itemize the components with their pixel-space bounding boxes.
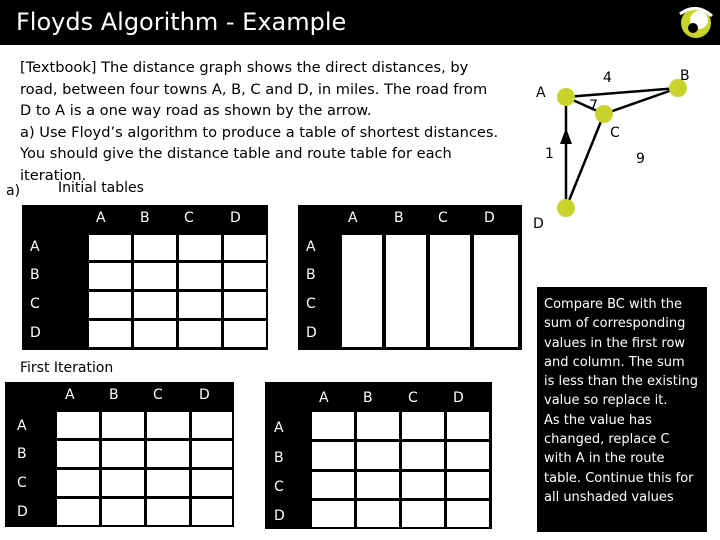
initial-route-table: [298, 205, 522, 350]
table-cell: [102, 412, 144, 438]
first-iteration-distance-table: [5, 382, 234, 527]
edge-label-bc: 9: [636, 151, 645, 167]
distance-graph: [520, 50, 720, 240]
table-cell: [357, 412, 399, 439]
table-cell: [179, 263, 221, 289]
column-header-c: C: [438, 210, 448, 226]
column-header-b: B: [363, 390, 373, 406]
node-label-d: D: [533, 216, 544, 232]
table-cell: [89, 235, 131, 260]
column-header-a: A: [65, 387, 75, 403]
row-label-d: D: [306, 325, 317, 341]
edge-label-ac: 7: [589, 98, 598, 114]
table-cell: [357, 442, 399, 469]
intro-line: iteration.: [20, 166, 87, 184]
slide-title: Floyds Algorithm - Example: [16, 8, 347, 36]
column-header-b: B: [140, 210, 150, 226]
column-header-a: A: [319, 390, 329, 406]
row-label-c: C: [17, 475, 27, 491]
title-bar: [0, 0, 720, 45]
node-d: [557, 199, 575, 217]
table-cell: [224, 263, 266, 289]
table-cell: [102, 499, 144, 525]
table-cell: [57, 441, 99, 467]
intro-line: road, between four towns A, B, C and D, in miles. The road from: [20, 80, 488, 98]
table-cell: [447, 442, 489, 469]
explanation-line: value so replace it.: [544, 393, 668, 409]
table-cell: [224, 292, 266, 318]
one-way-arrow-icon: [560, 128, 572, 144]
explanation-line: Compare BC with the: [544, 297, 683, 312]
explanation-line: is less than the existing: [544, 374, 698, 390]
part-label: a): [6, 183, 21, 199]
table-cell: [134, 321, 176, 347]
table-cell: [224, 235, 266, 260]
table-cell: [179, 321, 221, 347]
column-header-a: A: [96, 210, 106, 226]
column-header-d: D: [230, 210, 241, 226]
explanation-line: with A in the route: [544, 451, 665, 467]
route-column: [386, 235, 426, 347]
edge-label-ab: 4: [603, 70, 612, 86]
row-label-d: D: [30, 325, 41, 341]
table-cell: [312, 501, 354, 527]
row-label-c: C: [274, 479, 284, 495]
edge-ab: [566, 88, 678, 97]
node-label-b: B: [680, 68, 690, 84]
row-label-b: B: [274, 450, 284, 466]
explanation-line: and column. The sum: [544, 354, 685, 370]
table-cell: [147, 441, 189, 467]
problem-statement: [20, 57, 520, 187]
logo-icon: [676, 4, 716, 42]
table-cell: [134, 263, 176, 289]
table-cell: [147, 412, 189, 438]
table-cell: [402, 501, 444, 527]
row-label-b: B: [30, 267, 40, 283]
table-cell: [89, 263, 131, 289]
row-label-d: D: [17, 504, 28, 520]
explanation-line: all unshaded values: [544, 489, 674, 505]
table-cell: [89, 292, 131, 318]
intro-line: a) Use Floyd’s algorithm to produce a table of shortest distances.: [20, 123, 499, 141]
explanation-line: values in the first row: [544, 335, 686, 351]
initial-distance-table: [22, 205, 268, 350]
table-cell: [57, 470, 99, 496]
explanation-line: sum of corresponding: [544, 316, 686, 332]
edge-cd: [566, 114, 604, 208]
column-header-d: D: [453, 390, 464, 406]
row-label-a: A: [17, 418, 27, 434]
node-label-c: C: [610, 125, 620, 141]
node-a: [557, 88, 575, 106]
table-cell: [357, 501, 399, 527]
row-label-a: A: [274, 420, 284, 436]
table-cell: [312, 442, 354, 469]
table-cell: [402, 472, 444, 498]
column-header-c: C: [408, 390, 418, 406]
row-label-a: A: [30, 239, 40, 255]
table-cell: [402, 412, 444, 439]
table-cell: [57, 499, 99, 525]
table-cell: [447, 412, 489, 439]
row-label-b: B: [306, 267, 316, 283]
first-iteration-label: First Iteration: [20, 360, 114, 376]
table-cell: [179, 292, 221, 318]
intro-line: D to A is a one way road as shown by the arrow.: [20, 102, 372, 120]
table-cell: [224, 321, 266, 347]
intro-line: You should give the distance table and route table for each: [20, 145, 452, 163]
table-cell: [179, 235, 221, 260]
node-label-a: A: [536, 85, 546, 101]
initial-tables-label: Initial tables: [58, 180, 144, 196]
column-header-b: B: [394, 210, 404, 226]
route-column: [430, 235, 470, 347]
explanation-line: table. Continue this for: [544, 470, 694, 486]
intro-line: [Textbook] The distance graph shows the direct distances, by: [20, 59, 469, 76]
table-cell: [147, 470, 189, 496]
table-cell: [447, 472, 489, 498]
column-header-d: D: [199, 387, 210, 403]
table-cell: [402, 442, 444, 469]
column-header-a: A: [348, 210, 358, 226]
row-label-d: D: [274, 508, 285, 524]
table-cell: [312, 472, 354, 498]
table-cell: [134, 235, 176, 260]
route-column: [342, 235, 382, 347]
route-column: [474, 235, 518, 347]
table-cell: [357, 472, 399, 498]
table-cell: [192, 412, 232, 438]
column-header-c: C: [184, 210, 194, 226]
row-label-c: C: [306, 296, 316, 312]
column-header-d: D: [484, 210, 495, 226]
explanation-line: As the value has: [544, 412, 652, 428]
table-cell: [192, 499, 232, 525]
edge-label-ad: 1: [545, 146, 554, 162]
table-cell: [57, 412, 99, 438]
table-cell: [89, 321, 131, 347]
column-header-c: C: [153, 387, 163, 403]
row-label-c: C: [30, 296, 40, 312]
explanation-line: changed, replace C: [544, 432, 670, 448]
table-cell: [102, 470, 144, 496]
table-cell: [312, 412, 354, 439]
table-cell: [192, 441, 232, 467]
row-label-a: A: [306, 239, 316, 255]
column-header-b: B: [109, 387, 119, 403]
table-cell: [192, 470, 232, 496]
table-cell: [102, 441, 144, 467]
table-cell: [134, 292, 176, 318]
table-cell: [447, 501, 489, 527]
table-cell: [147, 499, 189, 525]
row-label-b: B: [17, 446, 27, 462]
explanation-box: [537, 287, 707, 532]
first-iteration-route-table: [265, 382, 492, 529]
